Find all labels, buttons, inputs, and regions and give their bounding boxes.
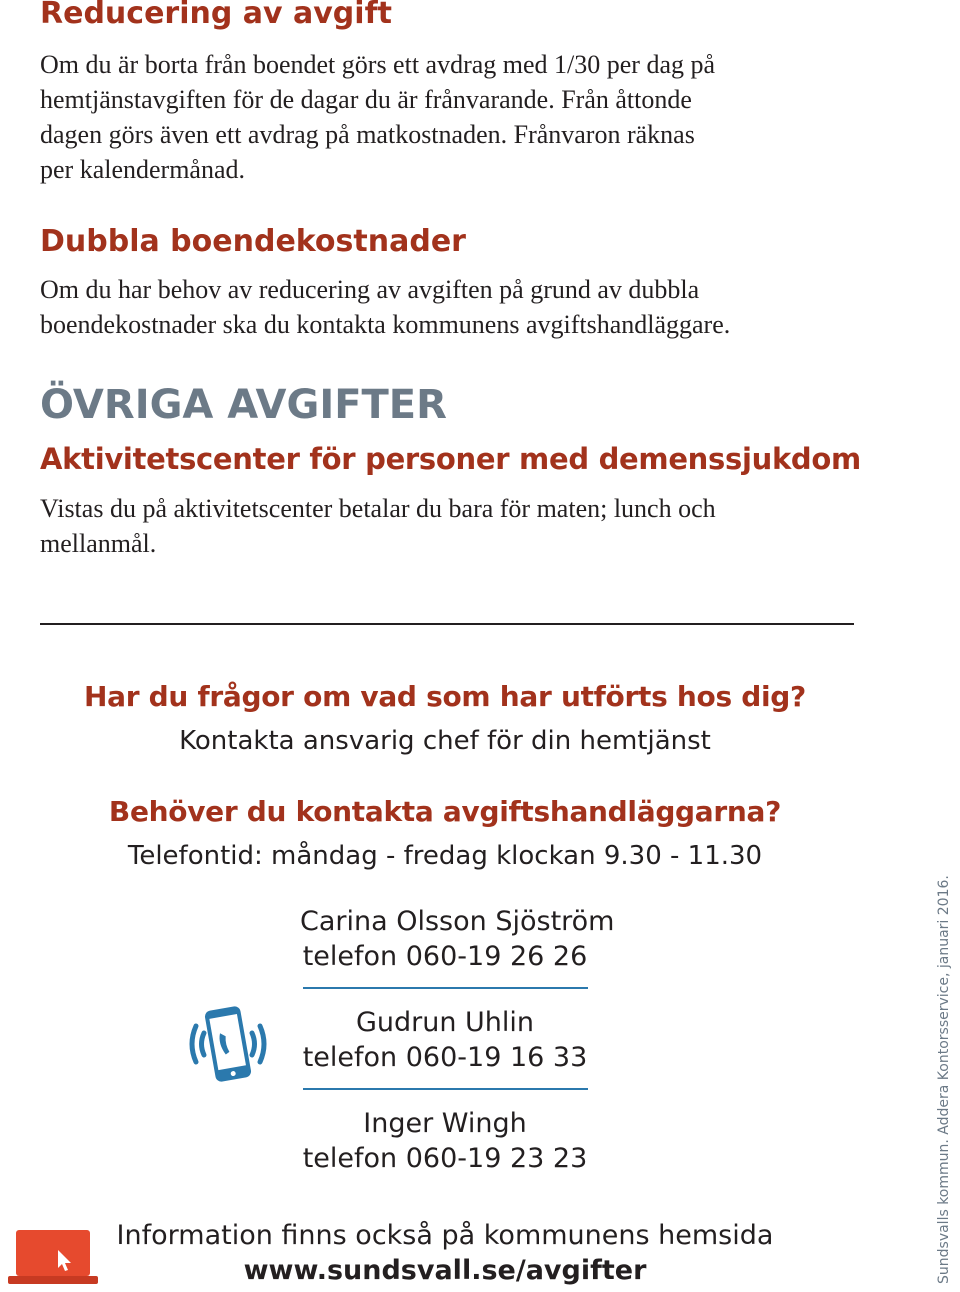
footer-credit: Sundsvalls kommun. Addera Kontorsservice, januari 2016. <box>936 875 952 1284</box>
contact-phone[interactable]: telefon 060-19 23 23 <box>302 1143 588 1174</box>
website-block <box>40 1218 850 1288</box>
contact-gudrun <box>300 1005 590 1075</box>
heading-ovriga-avgifter: ÖVRIGA AVGIFTER <box>40 382 447 428</box>
contact-inger <box>300 1106 590 1176</box>
answer-utfort: Kontakta ansvarig chef för din hemtjänst <box>179 726 711 756</box>
reducering-line: per kalendermånad. <box>40 155 246 184</box>
contact-carina <box>300 904 615 974</box>
dubbla-line: boendekostnader ska du kontakta kommunens avgiftshandläggare. <box>40 310 731 339</box>
telefontid: Telefontid: måndag - fredag klockan 9.30 - 11.30 <box>127 841 763 871</box>
aktivitetscenter-text <box>40 491 716 561</box>
question-utfort-block <box>40 680 850 713</box>
dubbla-text <box>40 272 730 342</box>
aktivitetscenter-line: Vistas du på aktivitetscenter betalar du bara för maten; lunch och <box>40 494 716 523</box>
question-avgiftshandlaggare: Behöver du kontakta avgiftshandläggarna? <box>108 795 782 828</box>
aktivitetscenter-line: mellanmål. <box>40 529 157 558</box>
question-utfort: Har du frågor om vad som har utförts hos dig? <box>84 680 806 713</box>
contact-name: Inger Wingh <box>363 1108 527 1139</box>
contact-separator <box>303 1088 588 1090</box>
reducering-text <box>40 47 715 187</box>
contact-name: Carina Olsson Sjöström <box>300 906 615 937</box>
section-divider <box>40 623 854 625</box>
heading-reducering: Reducering av avgift <box>40 0 392 31</box>
contact-name: Gudrun Uhlin <box>355 1007 535 1038</box>
contact-phone[interactable]: telefon 060-19 26 26 <box>302 941 588 972</box>
reducering-line: Om du är borta från boendet görs ett avdrag med 1/30 per dag på <box>40 50 716 79</box>
phone-ringing-icon <box>186 1002 270 1086</box>
dubbla-line: Om du har behov av reducering av avgiften på grund av dubbla <box>40 275 700 304</box>
website-info-text: Information finns också på kommunens hemsida <box>116 1220 774 1251</box>
reducering-line: dagen görs även ett avdrag på matkostnaden. Frånvaron räknas <box>40 120 695 149</box>
answer-utfort-block <box>40 726 850 756</box>
question-avgiftshandlaggare-block <box>40 795 850 828</box>
reducering-line: hemtjänstavgiften för de dagar du är frånvarande. Från åttonde <box>40 85 692 114</box>
website-link[interactable]: www.sundsvall.se/avgifter <box>243 1255 647 1286</box>
contact-phone[interactable]: telefon 060-19 16 33 <box>302 1042 588 1073</box>
heading-aktivitetscenter: Aktivitetscenter för personer med demenssjukdom <box>40 442 861 476</box>
contact-separator <box>303 987 588 989</box>
telefontid-block <box>40 841 850 871</box>
heading-dubbla-boendekostnader: Dubbla boendekostnader <box>40 224 466 259</box>
